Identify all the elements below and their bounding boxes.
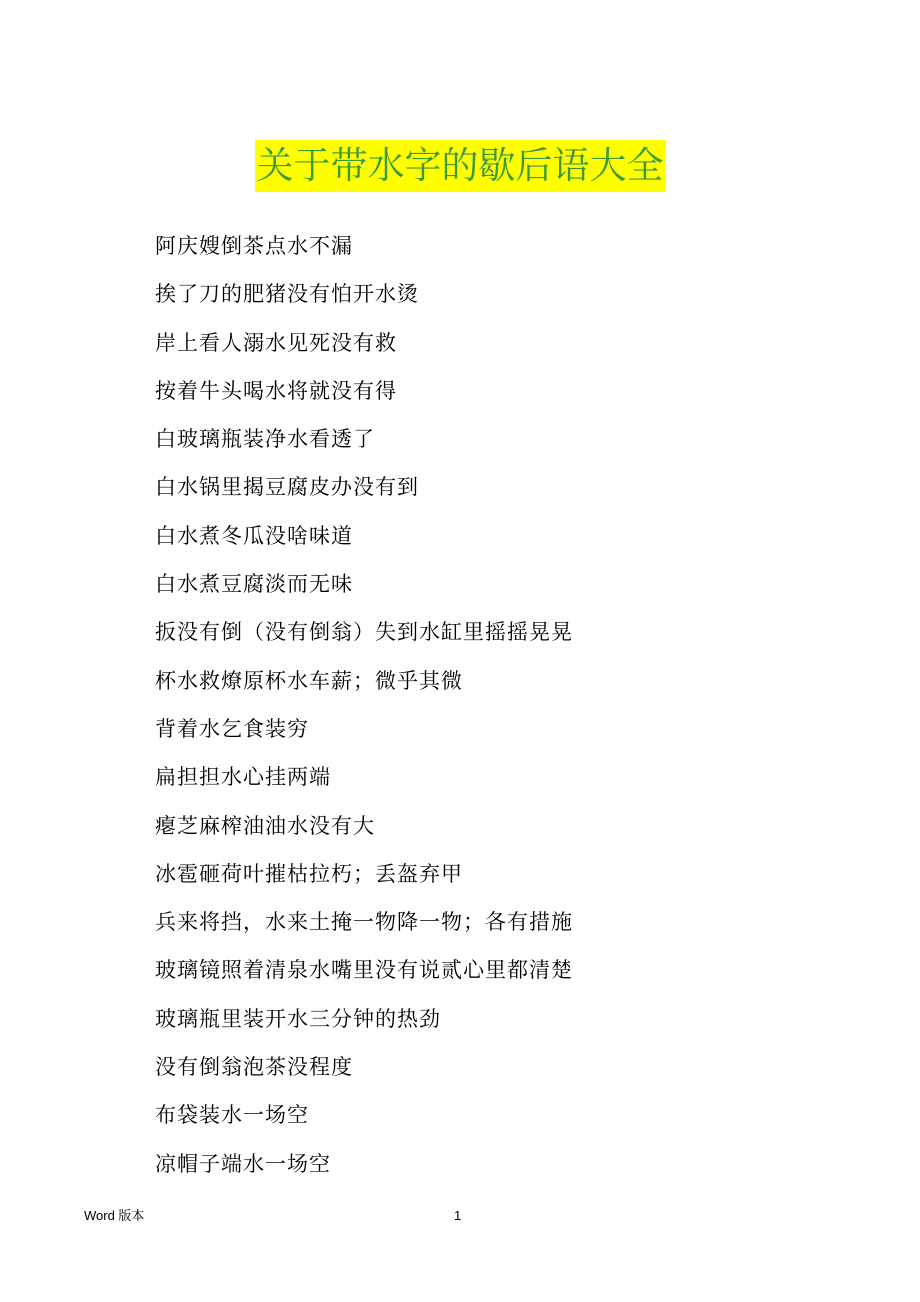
proverb-line: 扁担担水心挂两端 [155, 765, 331, 790]
proverb-line: 瘪芝麻榨油油水没有大 [155, 813, 375, 838]
proverb-line: 凉帽子端水一场空 [155, 1151, 331, 1176]
proverb-line: 冰雹砸荷叶摧枯拉朽；丢盔弃甲 [155, 861, 463, 886]
proverb-line: 白玻璃瓶装净水看透了 [155, 427, 375, 452]
proverb-line: 白水煮冬瓜没啥味道 [155, 523, 353, 548]
proverb-line: 布袋装水一场空 [155, 1103, 309, 1128]
proverb-line: 白水锅里揭豆腐皮办没有到 [155, 475, 419, 500]
proverb-line: 岸上看人溺水见死没有救 [155, 330, 397, 355]
title-container [0, 140, 920, 192]
proverb-line: 杯水救燎原杯水车薪；微乎其微 [155, 668, 463, 693]
proverb-line: 挨了刀的肥猪没有怕开水烫 [155, 282, 419, 307]
proverb-line: 没有倒翁泡茶没程度 [155, 1055, 353, 1080]
footer-page-number: 1 [454, 1208, 462, 1223]
proverb-list [155, 224, 573, 1190]
proverb-line: 背着水乞食装穷 [155, 716, 309, 741]
proverb-line: 玻璃瓶里装开水三分钟的热劲 [155, 1006, 441, 1031]
proverb-line: 兵来将挡，水来土掩一物降一物；各有措施 [155, 910, 573, 935]
proverb-line: 扳没有倒（没有倒翁）失到水缸里摇摇晃晃 [155, 620, 573, 645]
proverb-line: 白水煮豆腐淡而无味 [155, 572, 353, 597]
proverb-line: 按着牛头喝水将就没有得 [155, 378, 397, 403]
proverb-line: 阿庆嫂倒茶点水不漏 [155, 234, 353, 258]
document-title: 关于带水字的歇后语大全 [255, 140, 666, 192]
footer-version-label: Word 版本 [84, 1208, 145, 1223]
proverb-line: 玻璃镜照着清泉水嘴里没有说贰心里都清楚 [155, 958, 573, 983]
